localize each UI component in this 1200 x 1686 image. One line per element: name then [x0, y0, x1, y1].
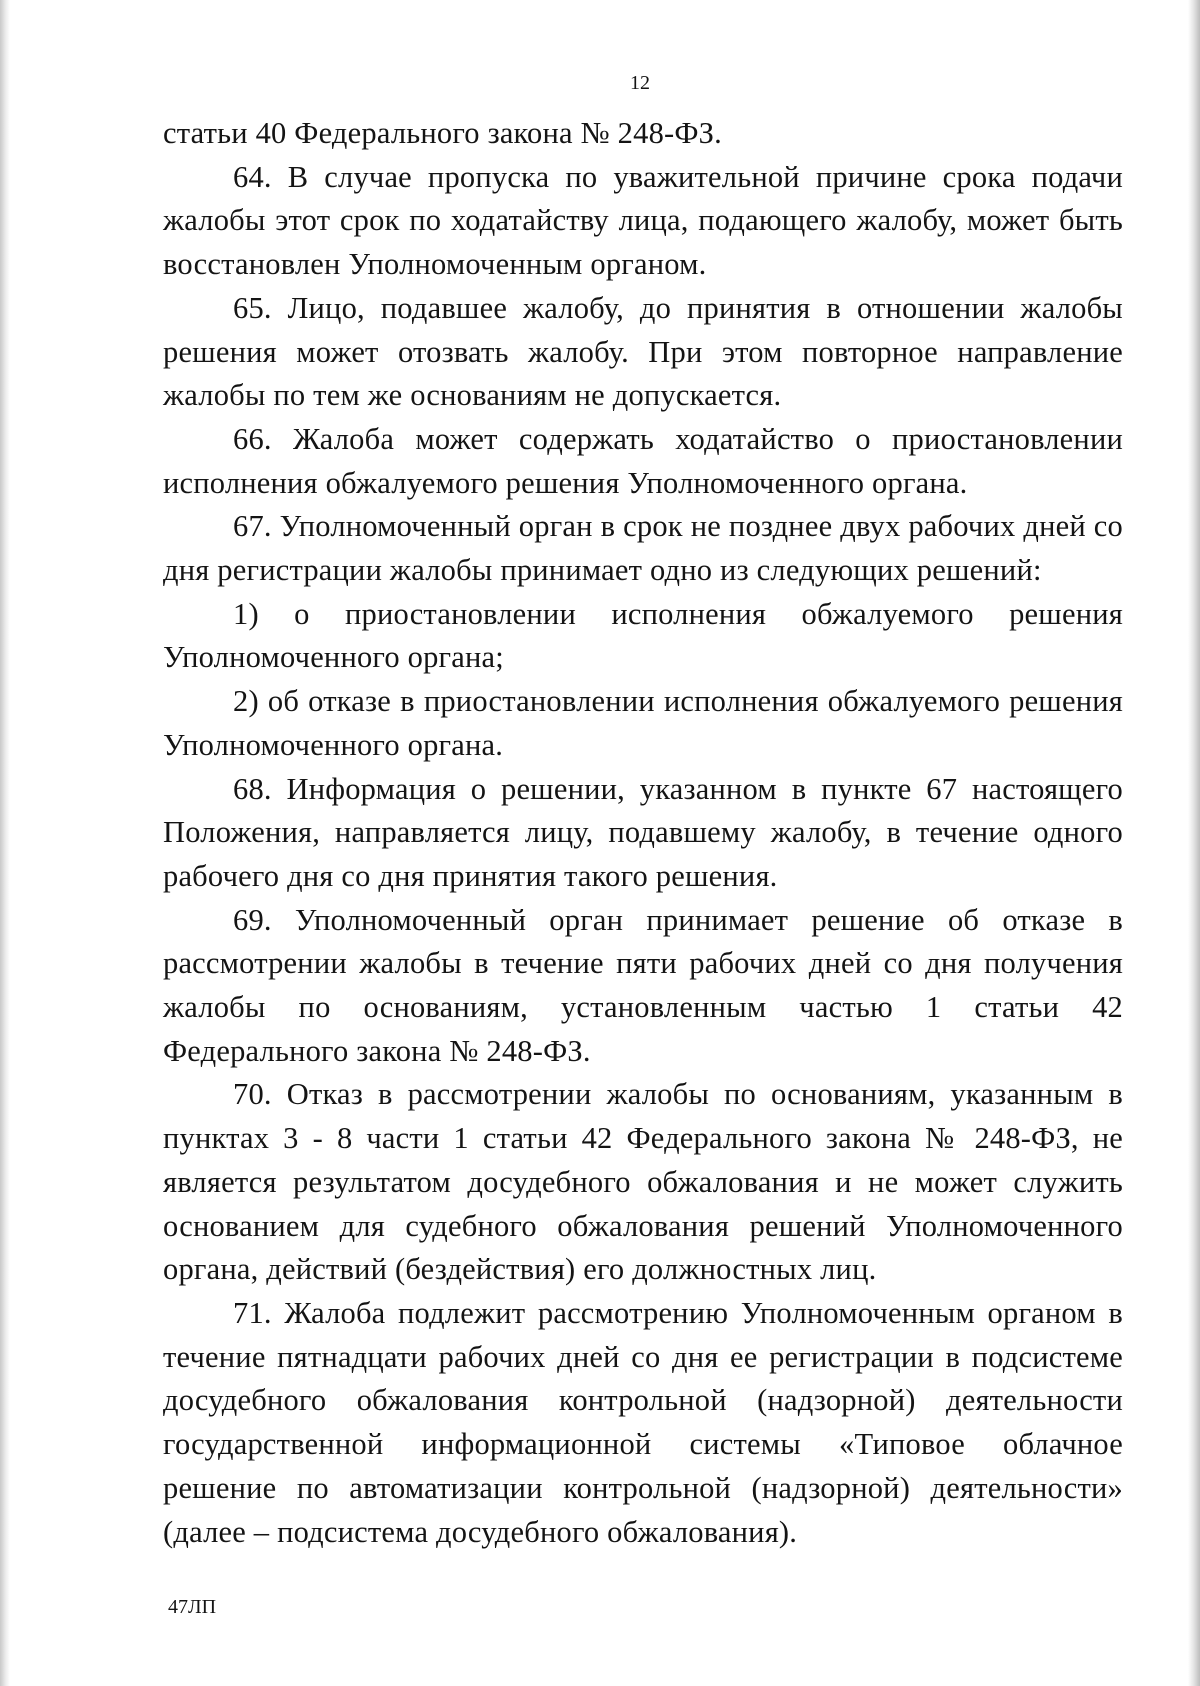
page-number: 12: [630, 72, 650, 94]
paragraph-71: 71. Жалоба подлежит рассмотрению Уполномоченным органом в течение пятнадцати рабочих дней со дня ее регистрации в подсистеме досудебного обжалования контрольной (надзорной) деятельности государственной информационной системы «Типовое облачное решение по автоматизации контрольной (надзорной) деятельности» (далее – подсистема досудебного обжалования).: [163, 1295, 1123, 1549]
paragraph-68: 68. Информация о решении, указанном в пункте 67 настоящего Положения, направляется лицу, подавшему жалобу, в течение одного рабочего дня со дня принятия такого решения.: [163, 771, 1123, 893]
paragraph-66: 66. Жалоба может содержать ходатайство о приостановлении исполнения обжалуемого решения Уполномоченного органа.: [163, 421, 1123, 500]
footer-document-code: 47ЛП: [168, 1596, 217, 1618]
document-body: [163, 112, 1123, 1554]
paragraph-continuation: статьи 40 Федерального закона № 248-ФЗ.: [163, 116, 722, 150]
paragraph-69: 69. Уполномоченный орган принимает решение об отказе в рассмотрении жалобы в течение пяти рабочих дней со дня получения жалобы по основаниям, установленным частью 1 статьи 42 Федерального закона № 248-ФЗ.: [163, 902, 1123, 1068]
paragraph-67-item-2: 2) об отказе в приостановлении исполнения обжалуемого решения Уполномоченного органа.: [163, 684, 1123, 762]
paragraph-65: 65. Лицо, подавшее жалобу, до принятия в отношении жалобы решения может отозвать жалобу. При этом повторное направление жалобы по тем же основаниям не допускается.: [163, 290, 1123, 413]
paragraph-70: 70. Отказ в рассмотрении жалобы по основаниям, указанным в пунктах 3 - 8 части 1 статьи 42 Федерального закона № 248-ФЗ, не является результатом досудебного обжалования и не может служить основанием для судебного обжалования решений Уполномоченного органа, действий (бездействия) его должностных лиц.: [163, 1077, 1123, 1287]
paragraph-67-item-1: 1) о приостановлении исполнения обжалуемого решения Уполномоченного органа;: [163, 596, 1123, 675]
scan-edge-right: [1188, 0, 1200, 1686]
paragraph-67: 67. Уполномоченный орган в срок не позднее двух рабочих дней со дня регистрации жалобы принимает одно из следующих решений:: [163, 509, 1123, 588]
paragraph-64: 64. В случае пропуска по уважительной причине срока подачи жалобы этот срок по ходатайству лица, подающего жалобу, может быть восстановлен Уполномоченным органом.: [163, 159, 1123, 282]
scan-edge-left: [0, 0, 10, 1686]
